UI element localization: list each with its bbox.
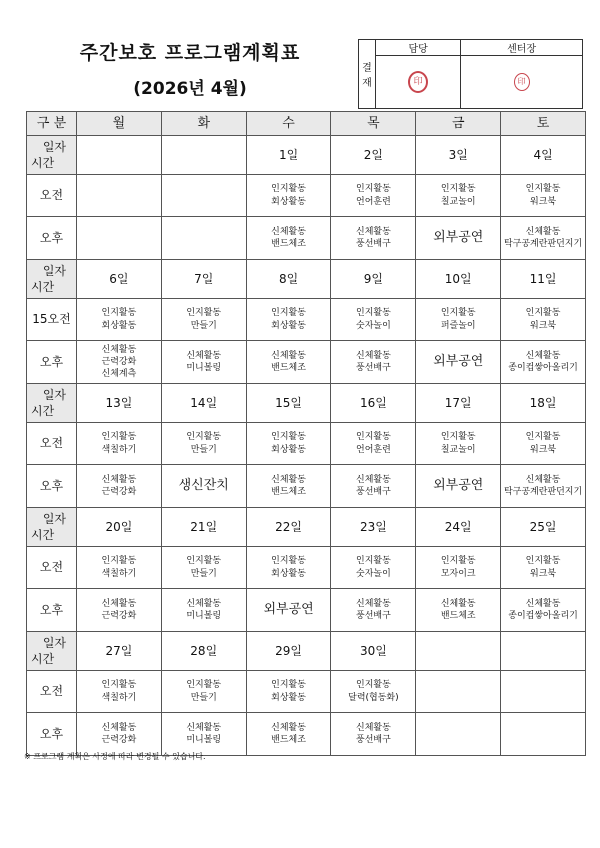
activity-detail: 워크북 — [530, 196, 557, 207]
activity-type: 인지활동 — [271, 432, 306, 443]
activity-type: 신체활동 — [271, 474, 306, 485]
activity-cell — [331, 175, 416, 217]
date-label: 일자 — [42, 511, 66, 526]
activity-cell — [416, 671, 501, 713]
activity-cell — [331, 547, 416, 589]
activity-detail: 워크북 — [530, 444, 557, 455]
date-cell: 9일 — [331, 260, 416, 299]
activity-type: 인지활동 — [271, 680, 306, 691]
activity-detail: 만들기 — [190, 568, 217, 579]
date-cell: 15일 — [246, 384, 331, 423]
header-day-thu: 목 — [331, 112, 416, 136]
activity-cell — [161, 175, 246, 217]
date-label: 일자 — [42, 139, 66, 154]
activity-cell — [501, 713, 586, 756]
activity-type: 외부공연 — [263, 602, 314, 618]
activity-detail: 색칠하기 — [101, 444, 137, 455]
activity-cell — [161, 341, 246, 384]
activity-detail: 풍선배구 — [356, 611, 391, 621]
activity-type: 외부공연 — [433, 478, 484, 494]
pm-row — [27, 341, 586, 384]
activity-cell — [77, 713, 162, 756]
am-row — [27, 299, 586, 341]
date-time-label — [27, 384, 77, 423]
activity-detail: 색칠하기 — [101, 692, 137, 703]
page-subtitle: (2026년 4월) — [133, 79, 247, 99]
time-label: 시간 — [31, 156, 55, 170]
activity-type: 신체활동 — [356, 226, 391, 237]
date-cell — [161, 136, 246, 175]
pm-slot-label: 오후 — [27, 713, 77, 756]
approval-box — [358, 39, 583, 109]
director-stamp-icon: 印 — [514, 73, 530, 91]
activity-type: 신체활동 — [186, 598, 222, 609]
activity-cell — [246, 341, 331, 384]
activity-type: 신체활동 — [356, 350, 391, 361]
time-label: 시간 — [31, 528, 55, 542]
activity-detail: 언어훈련 — [356, 196, 391, 207]
pm-slot-label: 오후 — [27, 589, 77, 632]
header-day-wed: 수 — [246, 112, 331, 136]
activity-detail: 밴드체조 — [271, 487, 306, 497]
time-label: 시간 — [31, 652, 55, 666]
activity-cell — [77, 671, 162, 713]
activity-type: 인지활동 — [356, 308, 391, 319]
activity-cell — [161, 589, 246, 632]
activity-detail: 근력강화 — [101, 487, 137, 497]
activity-type: 신체활동 — [271, 350, 306, 361]
activity-type: 인지활동 — [186, 432, 222, 443]
date-cell: 7일 — [161, 260, 246, 299]
activity-cell — [246, 589, 331, 632]
activity-detail: 숫자놀이 — [356, 320, 391, 331]
activity-type: 신체활동 — [101, 344, 137, 355]
activity-type: 신체활동 — [525, 598, 561, 609]
header-row — [27, 112, 586, 136]
activity-detail: 색칠하기 — [101, 568, 137, 579]
activity-cell — [246, 299, 331, 341]
activity-type: 인지활동 — [356, 556, 391, 567]
date-time-label — [27, 508, 77, 547]
date-cell: 27일 — [77, 632, 162, 671]
activity-cell — [161, 671, 246, 713]
activity-detail: 숫자놀이 — [356, 568, 391, 579]
pm-slot-label: 오후 — [27, 217, 77, 260]
activity-cell — [77, 217, 162, 260]
activity-detail: 달력(협동화) — [348, 692, 399, 703]
activity-cell — [161, 547, 246, 589]
pm-slot-label: 오후 — [27, 465, 77, 508]
activity-type: 신체활동 — [186, 350, 222, 361]
activity-type: 신체활동 — [101, 598, 137, 609]
activity-type: 인지활동 — [525, 308, 561, 319]
activity-cell — [416, 341, 501, 384]
activity-cell — [161, 299, 246, 341]
am-row — [27, 671, 586, 713]
activity-cell — [501, 671, 586, 713]
activity-type: 신체활동 — [186, 722, 222, 733]
date-cell: 8일 — [246, 260, 331, 299]
activity-type: 외부공연 — [433, 230, 484, 246]
time-label: 시간 — [31, 280, 55, 294]
activity-cell — [416, 423, 501, 465]
date-cell: 17일 — [416, 384, 501, 423]
activity-type: 인지활동 — [271, 308, 306, 319]
activity-type: 인지활동 — [186, 680, 222, 691]
date-cell: 11일 — [501, 260, 586, 299]
am-row — [27, 547, 586, 589]
activity-detail: 미니볼링 — [186, 611, 222, 621]
am-row — [27, 423, 586, 465]
activity-cell — [246, 713, 331, 756]
activity-detail: 풍선배구 — [356, 363, 391, 373]
activity-cell — [416, 299, 501, 341]
activity-detail: 탁구공계란판던지기 — [503, 239, 583, 249]
am-slot-label: 오전 — [27, 175, 77, 217]
date-cell: 3일 — [416, 136, 501, 175]
activity-type: 인지활동 — [271, 184, 306, 195]
activity-type: 신체활동 — [525, 474, 561, 485]
activity-detail: 근력강화 — [101, 356, 137, 367]
date-cell: 24일 — [416, 508, 501, 547]
activity-cell — [246, 547, 331, 589]
activity-detail: 칠교놀이 — [440, 196, 476, 207]
activity-detail: 회상활동 — [101, 320, 137, 331]
date-row — [27, 508, 586, 547]
schedule-table — [26, 111, 586, 756]
activity-detail: 미니볼링 — [186, 363, 222, 373]
activity-cell — [77, 341, 162, 384]
activity-cell — [501, 217, 586, 260]
activity-detail: 미니볼링 — [186, 735, 222, 745]
date-row — [27, 136, 586, 175]
activity-detail: 언어훈련 — [356, 444, 391, 455]
activity-cell — [416, 217, 501, 260]
header-day-fri: 금 — [416, 112, 501, 136]
activity-type: 인지활동 — [356, 184, 391, 195]
activity-type: 인지활동 — [356, 680, 391, 691]
date-cell: 29일 — [246, 632, 331, 671]
date-cell: 20일 — [77, 508, 162, 547]
activity-detail: 회상활동 — [271, 692, 306, 703]
activity-detail: 근력강화 — [101, 611, 137, 621]
date-time-label — [27, 260, 77, 299]
staff-stamp-icon: 印 — [408, 71, 428, 93]
page-title: 주간보호 프로그램계획표 — [79, 42, 301, 64]
activity-type: 인지활동 — [101, 556, 137, 567]
activity-cell — [161, 465, 246, 508]
activity-cell — [416, 465, 501, 508]
header-day-mon: 월 — [77, 112, 162, 136]
activity-cell — [77, 465, 162, 508]
am-row — [27, 175, 586, 217]
date-cell: 21일 — [161, 508, 246, 547]
activity-cell — [331, 671, 416, 713]
approval-col-director: 센터장 — [461, 40, 583, 56]
activity-cell — [161, 217, 246, 260]
date-cell: 23일 — [331, 508, 416, 547]
activity-cell — [77, 589, 162, 632]
header-category: 구 분 — [27, 112, 77, 136]
activity-cell — [161, 423, 246, 465]
activity-detail: 풍선배구 — [356, 487, 391, 497]
activity-cell — [77, 299, 162, 341]
activity-detail: 퍼즐놀이 — [440, 320, 476, 331]
activity-cell — [331, 589, 416, 632]
activity-type: 신체활동 — [101, 722, 137, 733]
date-cell: 25일 — [501, 508, 586, 547]
activity-cell — [246, 423, 331, 465]
activity-cell — [501, 423, 586, 465]
date-label: 일자 — [42, 387, 66, 402]
activity-detail: 밴드체조 — [271, 363, 306, 373]
activity-type: 신체활동 — [356, 598, 391, 609]
pm-row — [27, 713, 586, 756]
activity-detail: 회상활동 — [271, 444, 306, 455]
activity-cell — [246, 217, 331, 260]
activity-type: 외부공연 — [433, 354, 484, 370]
activity-type: 신체활동 — [440, 598, 476, 609]
staff-signature-cell — [376, 56, 461, 109]
date-label: 일자 — [42, 263, 66, 278]
date-time-label — [27, 136, 77, 175]
activity-type: 신체활동 — [271, 722, 306, 733]
activity-cell — [501, 547, 586, 589]
date-cell: 1일 — [246, 136, 331, 175]
activity-detail: 워크북 — [530, 568, 557, 579]
activity-cell — [501, 341, 586, 384]
am-slot-label: 오전 — [27, 671, 77, 713]
activity-cell — [416, 175, 501, 217]
activity-type: 인지활동 — [440, 556, 476, 567]
date-row — [27, 632, 586, 671]
activity-cell — [416, 589, 501, 632]
activity-detail: 신체계측 — [101, 369, 137, 380]
date-row — [27, 260, 586, 299]
activity-cell — [501, 175, 586, 217]
activity-type: 신체활동 — [525, 226, 561, 237]
time-label: 시간 — [31, 404, 55, 418]
activity-detail: 만들기 — [190, 320, 217, 331]
activity-type: 인지활동 — [525, 184, 561, 195]
activity-detail: 종이컵쌓아올리기 — [508, 611, 578, 621]
activity-type: 신체활동 — [356, 474, 391, 485]
activity-cell — [77, 175, 162, 217]
activity-detail: 회상활동 — [271, 196, 306, 207]
date-cell: 22일 — [246, 508, 331, 547]
activity-type: 인지활동 — [525, 556, 561, 567]
activity-cell — [331, 341, 416, 384]
date-cell: 16일 — [331, 384, 416, 423]
activity-detail: 만들기 — [190, 444, 217, 455]
activity-cell — [331, 217, 416, 260]
activity-detail: 밴드체조 — [271, 239, 306, 249]
date-cell — [501, 632, 586, 671]
activity-detail: 회상활동 — [271, 568, 306, 579]
activity-cell — [331, 713, 416, 756]
activity-cell — [501, 299, 586, 341]
activity-detail: 종이컵쌓아올리기 — [508, 363, 578, 373]
activity-detail: 밴드체조 — [271, 735, 306, 745]
date-cell: 18일 — [501, 384, 586, 423]
activity-detail: 풍선배구 — [356, 239, 391, 249]
activity-cell — [246, 175, 331, 217]
activity-cell — [331, 423, 416, 465]
date-time-label — [27, 632, 77, 671]
activity-type: 인지활동 — [440, 432, 476, 443]
pm-row — [27, 465, 586, 508]
activity-type: 인지활동 — [101, 432, 137, 443]
activity-type: 신체활동 — [525, 350, 561, 361]
activity-type: 인지활동 — [525, 432, 561, 443]
activity-cell — [331, 299, 416, 341]
header-day-tue: 화 — [161, 112, 246, 136]
activity-type: 신체활동 — [271, 226, 306, 237]
date-cell — [416, 632, 501, 671]
pm-slot-label: 오후 — [27, 341, 77, 384]
director-signature-cell — [461, 56, 583, 109]
activity-detail: 만들기 — [190, 692, 217, 703]
pm-row — [27, 217, 586, 260]
am-slot-label: 15오전 — [27, 299, 77, 341]
date-cell: 10일 — [416, 260, 501, 299]
date-cell: 4일 — [501, 136, 586, 175]
approval-col-staff: 담당 — [376, 40, 461, 56]
activity-type: 신체활동 — [356, 722, 391, 733]
activity-type: 인지활동 — [101, 680, 137, 691]
header-day-sat: 토 — [501, 112, 586, 136]
footnote: ※ 프로그램 계획은 사정에 따라 변경될 수 있습니다. — [24, 752, 206, 761]
pm-row — [27, 589, 586, 632]
activity-type: 인지활동 — [186, 556, 222, 567]
activity-detail: 회상활동 — [271, 320, 306, 331]
activity-type: 생신잔치 — [178, 478, 229, 494]
activity-detail: 모자이크 — [440, 568, 476, 579]
activity-cell — [246, 465, 331, 508]
date-cell — [77, 136, 162, 175]
activity-detail: 밴드체조 — [440, 611, 476, 621]
date-cell: 30일 — [331, 632, 416, 671]
activity-type: 인지활동 — [101, 308, 137, 319]
activity-type: 인지활동 — [440, 184, 476, 195]
activity-detail: 근력강화 — [101, 735, 137, 745]
date-row — [27, 384, 586, 423]
activity-detail: 칠교놀이 — [440, 444, 476, 455]
activity-cell — [501, 589, 586, 632]
activity-cell — [331, 465, 416, 508]
am-slot-label: 오전 — [27, 547, 77, 589]
activity-type: 인지활동 — [440, 308, 476, 319]
activity-detail: 풍선배구 — [356, 735, 391, 745]
activity-detail: 워크북 — [530, 320, 557, 331]
activity-cell — [77, 423, 162, 465]
activity-cell — [416, 547, 501, 589]
activity-detail: 탁구공계란판던지기 — [503, 487, 583, 497]
date-cell: 2일 — [331, 136, 416, 175]
date-cell: 14일 — [161, 384, 246, 423]
activity-cell — [416, 713, 501, 756]
activity-cell — [161, 713, 246, 756]
date-cell: 13일 — [77, 384, 162, 423]
activity-cell — [246, 671, 331, 713]
am-slot-label: 오전 — [27, 423, 77, 465]
activity-type: 인지활동 — [186, 308, 222, 319]
activity-type: 신체활동 — [101, 474, 137, 485]
activity-cell — [501, 465, 586, 508]
activity-cell — [77, 547, 162, 589]
activity-type: 인지활동 — [271, 556, 306, 567]
date-cell: 6일 — [77, 260, 162, 299]
approval-side-label: 결재 — [359, 40, 376, 109]
date-label: 일자 — [42, 635, 66, 650]
activity-type: 인지활동 — [356, 432, 391, 443]
date-cell: 28일 — [161, 632, 246, 671]
